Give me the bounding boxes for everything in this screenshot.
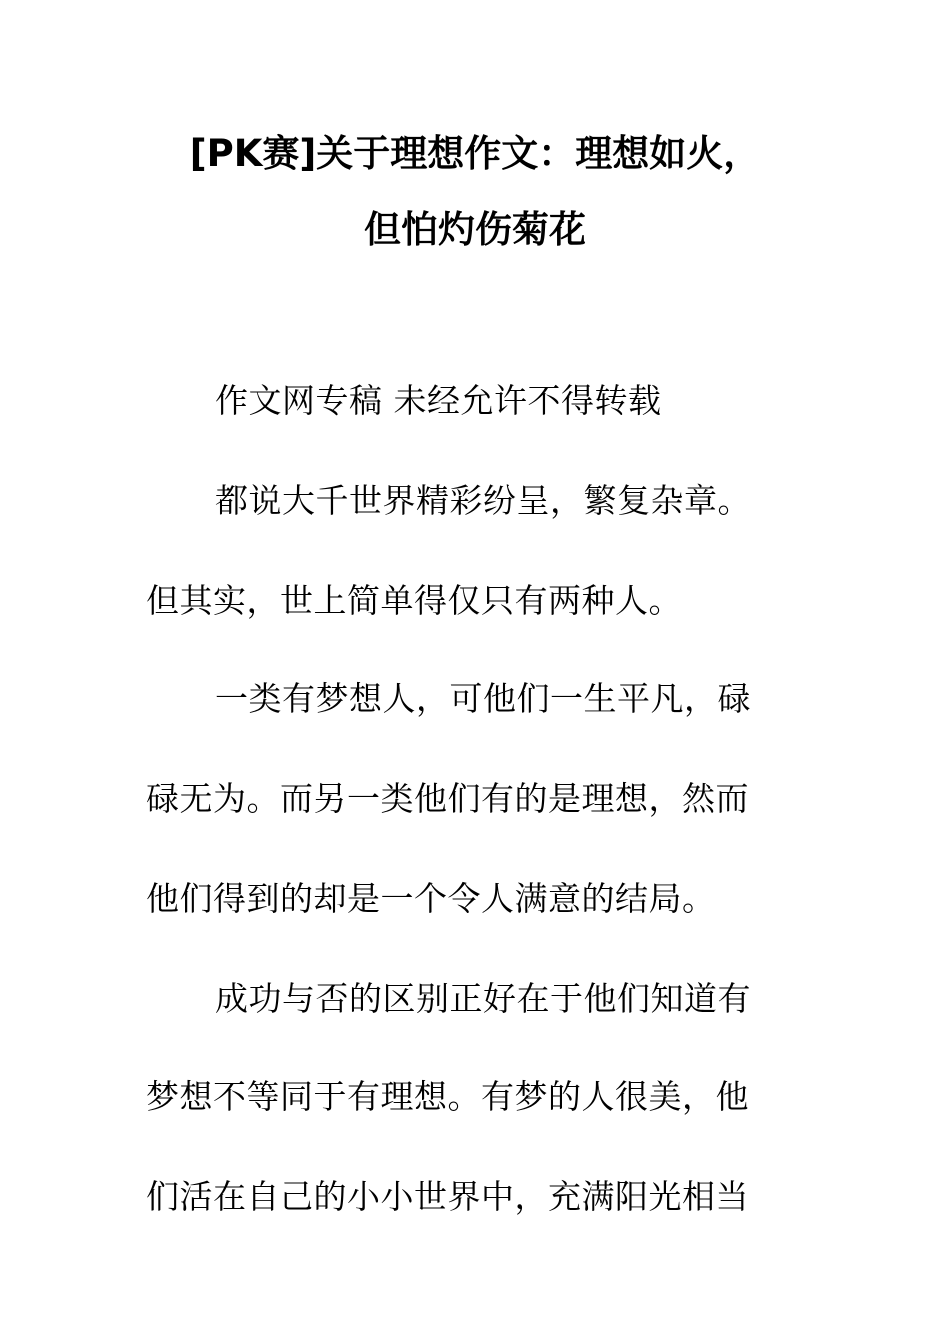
body-line-9: 们活在自己的小小世界中，充满阳光相当	[146, 1177, 749, 1216]
body-line-8: 梦想不等同于有理想。有梦的人很美，他	[146, 1077, 749, 1116]
body-line-5: 碌无为。而另一类他们有的是理想，然而	[146, 779, 749, 818]
body-line-1: 作文网专稿 未经允许不得转载	[215, 381, 662, 420]
body-line-7: 成功与否的区别正好在于他们知道有	[215, 979, 751, 1018]
body-line-2: 都说大千世界精彩纷呈，繁复杂章。	[215, 481, 751, 520]
document-title-line-2: 但怕灼伤菊花	[364, 208, 586, 251]
body-line-6: 他们得到的却是一个令人满意的结局。	[146, 879, 716, 918]
body-line-4: 一类有梦想人，可他们一生平凡，碌	[215, 679, 751, 718]
document-title-line-1: [PK赛]关于理想作文：理想如火，	[189, 132, 761, 175]
body-line-3: 但其实，世上简单得仅只有两种人。	[146, 581, 682, 620]
